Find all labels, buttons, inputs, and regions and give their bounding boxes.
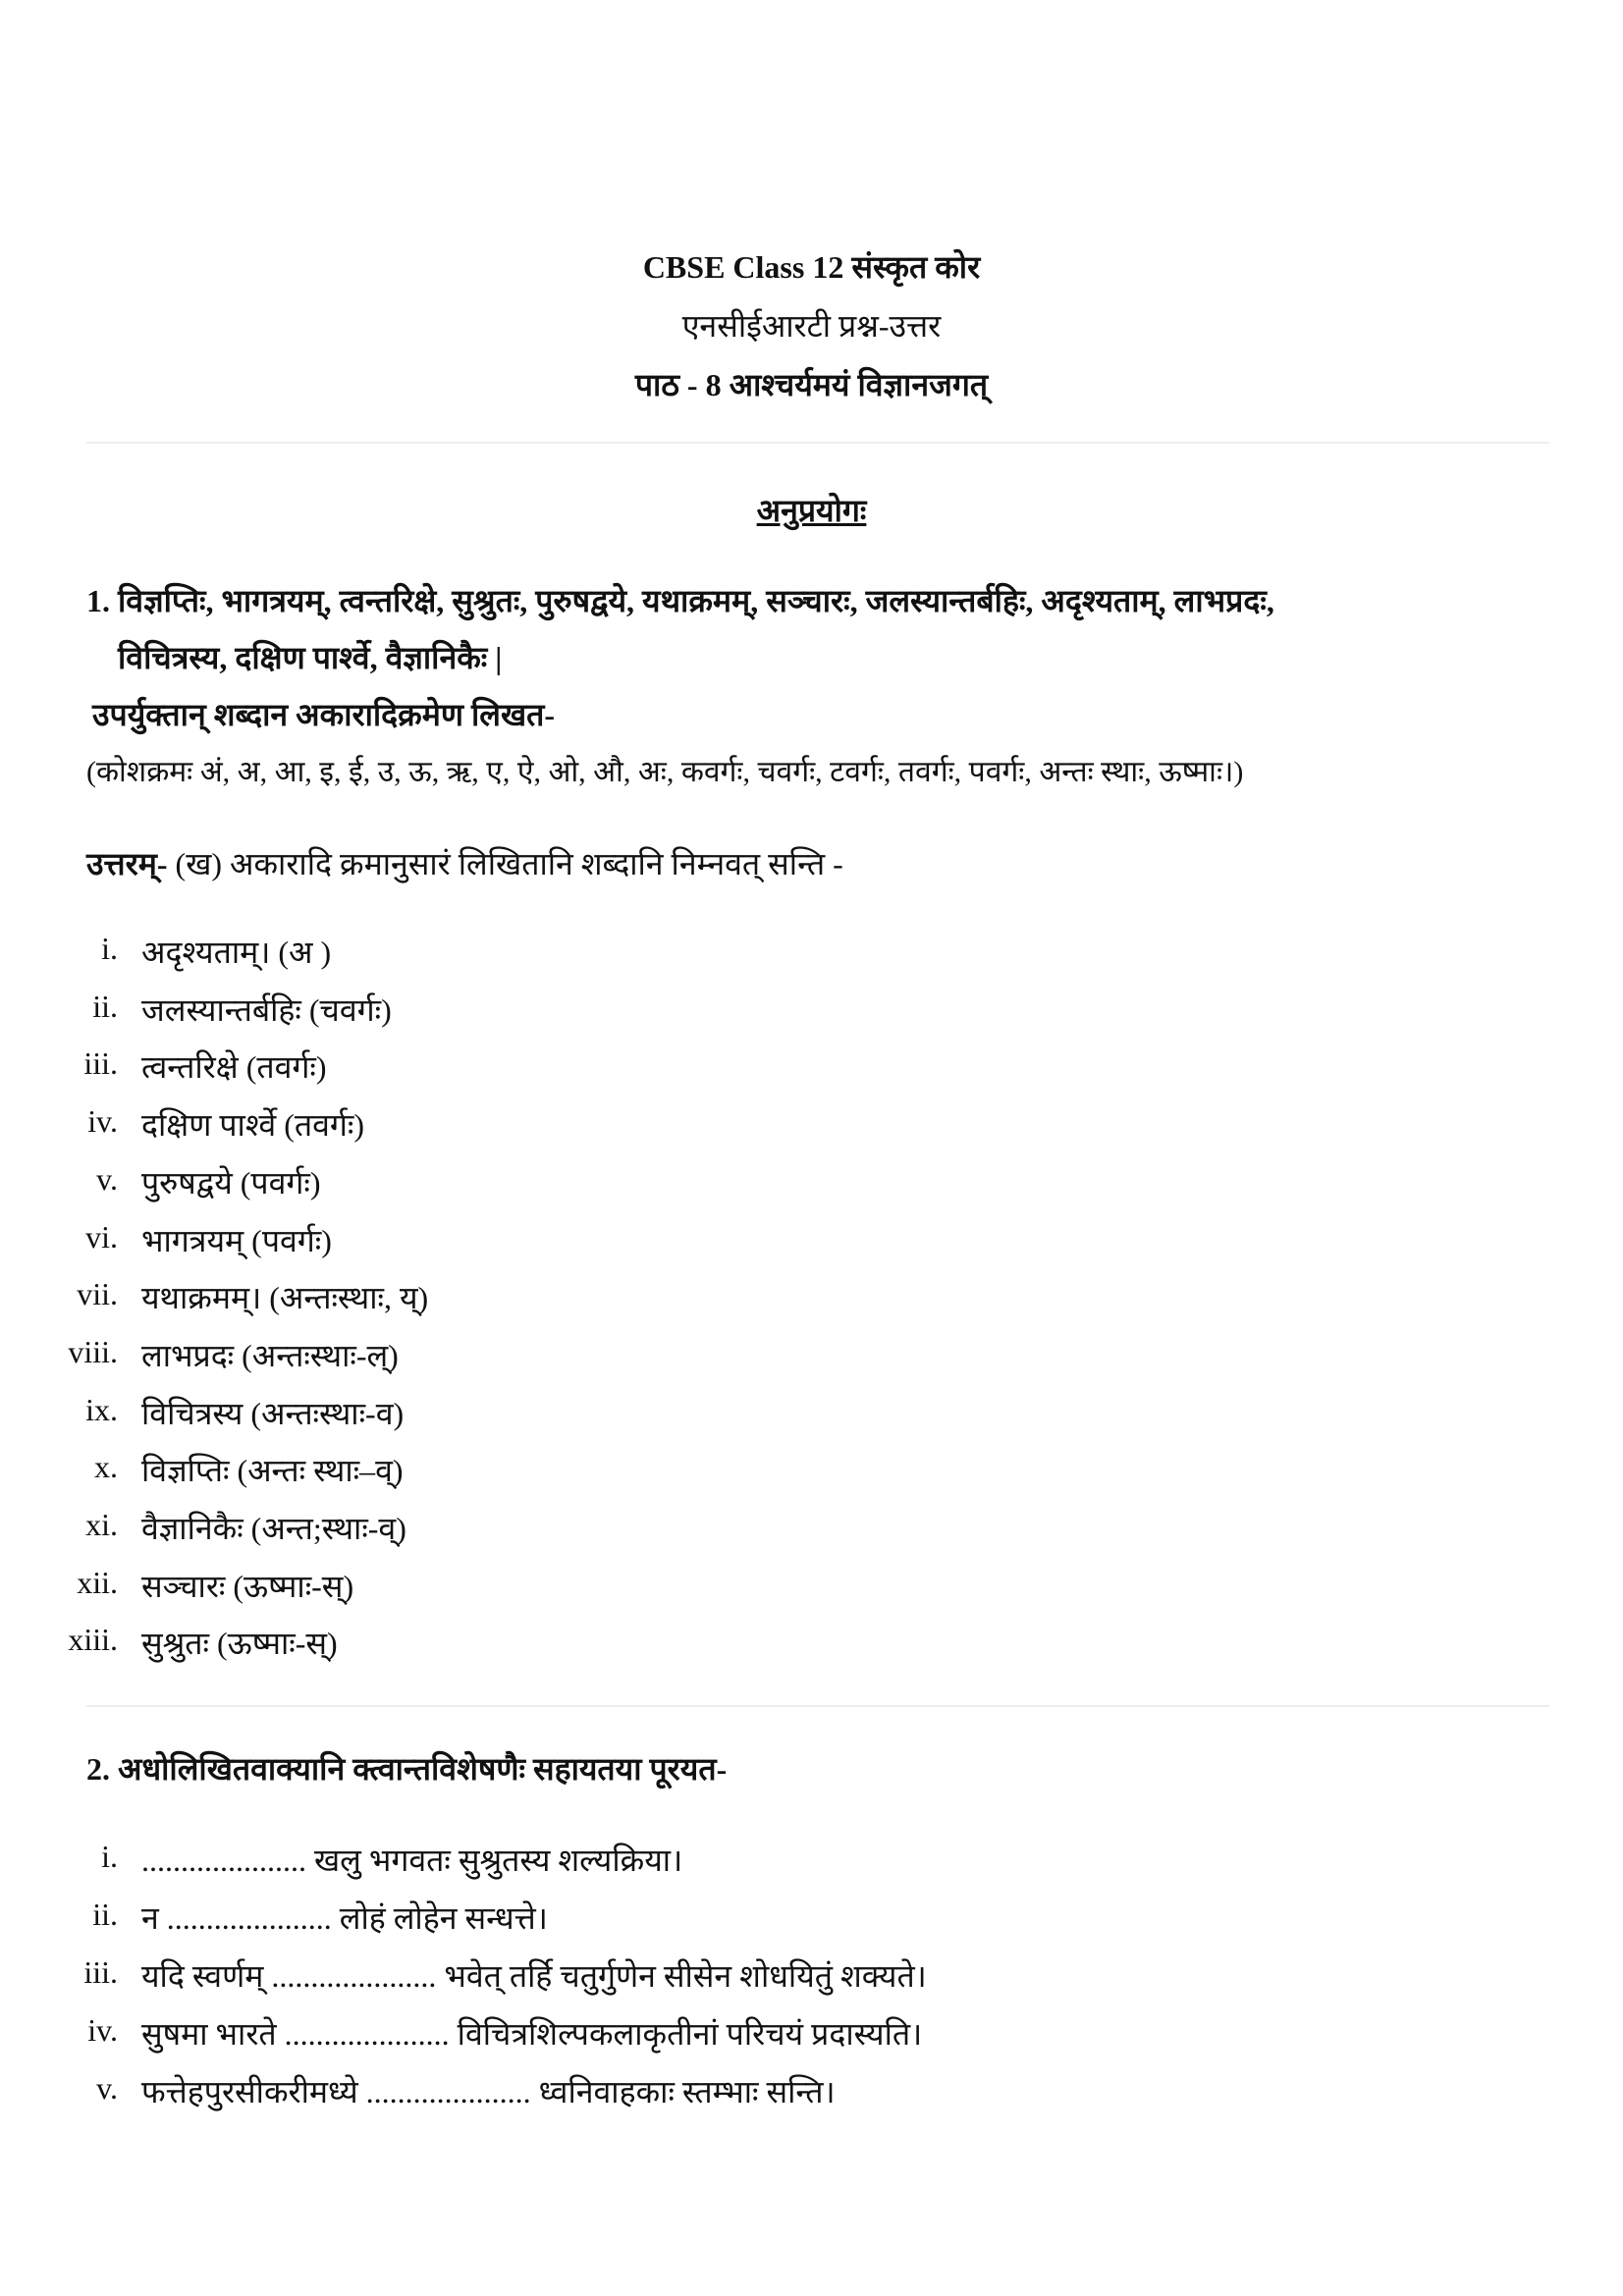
list-item: न ..................... लोहं लोहेन सन्धत्ते। <box>141 1900 548 1936</box>
answer-text: (ख) अकारादि क्रमानुसारं लिखितानि शब्दानि निम्नवत् सन्ति - <box>167 846 843 881</box>
list-item: दक्षिण पार्श्वे (तवर्गः) <box>141 1107 365 1144</box>
list-item: त्वन्तरिक्षे (तवर्गः) <box>141 1049 327 1086</box>
q1-words-line1 <box>86 579 1274 621</box>
q1-answer-intro <box>86 842 843 884</box>
answer-label: उत्तरम्- <box>86 846 168 881</box>
list-item-number: x. <box>94 1449 118 1485</box>
list-item-number: v. <box>96 1160 118 1197</box>
list-item-number: xiii. <box>68 1622 118 1658</box>
list-item: सुषमा भारते ..................... विचित्रशिल्पकलाकृतीनां परिचयं प्रदास्यति। <box>141 2016 923 2052</box>
q1-instruction: उपर्युक्तान् शब्दान अकारादिक्रमेण लिखत- <box>92 697 556 732</box>
chapter-title: पाठ - 8 आश्चर्यमयं विज्ञानजगत् <box>634 367 989 402</box>
list-item: यथाक्रमम्। (अन्तःस्थाः, य्) <box>141 1280 429 1316</box>
list-item-number: xii. <box>77 1564 118 1600</box>
section-title <box>0 489 1623 531</box>
list-item: सञ्चारः (ऊष्माः-स्) <box>141 1568 354 1604</box>
list-item: भागत्रयम् (पवर्गः) <box>141 1222 332 1258</box>
list-item: जलस्यान्तर्बहिः (चवर्गः) <box>141 991 392 1028</box>
list-item: ..................... खलु भगवतः सुश्रुतस्य शल्यक्रिया। <box>141 1842 683 1878</box>
list-item-number: viii. <box>68 1333 118 1369</box>
q1-note: (कोशक्रमः अं, अ, आ, इ, ई, उ, ऊ, ऋ, ए, ऐ, ओ, औ, अः, कवर्गः, चवर्गः, टवर्गः, तवर्गः, पवर्गः, अन्तः स्थाः, ऊष्माः।) <box>86 756 1244 788</box>
list-item-number: ii. <box>92 1896 118 1932</box>
list-item: लाभप्रदः (अन्तःस्थाः-ल्) <box>141 1337 399 1373</box>
q1-number: 1. <box>86 583 110 618</box>
list-item-number: ii. <box>92 988 118 1024</box>
doc-subtitle: एनसीईआरटी प्रश्न-उत्तर <box>681 308 942 344</box>
q1-words-line2: विचित्रस्य, दक्षिण पार्श्वे, वैज्ञानिकैः | <box>118 640 503 675</box>
list-item-number: vii. <box>77 1276 118 1312</box>
list-item: अदृश्यताम्। (अ ) <box>141 934 332 970</box>
doc-title: CBSE Class 12 संस्कृत कोर <box>642 249 981 285</box>
list-item: विज्ञप्तिः (अन्तः स्थाः–व्) <box>141 1453 404 1489</box>
list-item-number: iv. <box>87 1103 118 1140</box>
list-item: पुरुषद्वये (पवर्गः) <box>141 1164 321 1201</box>
list-item-number: v. <box>96 2070 118 2106</box>
list-item-number: ix. <box>85 1391 118 1427</box>
list-item-number: iv. <box>87 2012 118 2048</box>
q2-heading: 2. अधोलिखितवाक्यानि क्त्वान्तविशेषणैः सहायतया पूरयत- <box>86 1751 728 1787</box>
list-item-number: vi. <box>85 1218 118 1255</box>
list-item-number: i. <box>101 1839 118 1874</box>
list-item: सुश्रुतः (ऊष्माः-स्) <box>141 1626 338 1662</box>
list-item: यदि स्वर्णम् ..................... भवेत् तर्हि चतुर्गुणेन सीसेन शोधयितुं शक्यते। <box>141 1958 927 1994</box>
divider <box>86 1705 1549 1707</box>
list-item-number: i. <box>101 931 118 966</box>
list-item-number: iii. <box>83 1045 118 1082</box>
list-item-number: iii. <box>83 1954 118 1990</box>
list-item: फत्तेहपुरसीकरीमध्ये ..................... ध्वनिवाहकाः स्तम्भाः सन्ति। <box>141 2074 836 2109</box>
q1-words: विज्ञप्तिः, भागत्रयम्, त्वन्तरिक्षे, सुश्रुतः, पुरुषद्वये, यथाक्रमम्, सञ्चारः, जलस्यान्तर्बहिः, अदृश्यताम्, लाभप्रदः, <box>118 583 1274 618</box>
list-item-number: xi. <box>85 1507 118 1542</box>
section-title-text: अनुप्रयोगः <box>756 493 867 528</box>
list-item: विचित्रस्य (अन्तःस्थाः-व) <box>141 1395 405 1431</box>
divider <box>86 442 1549 444</box>
list-item: वैज्ञानिकैः (अन्त;स्थाः-व्) <box>141 1511 406 1546</box>
